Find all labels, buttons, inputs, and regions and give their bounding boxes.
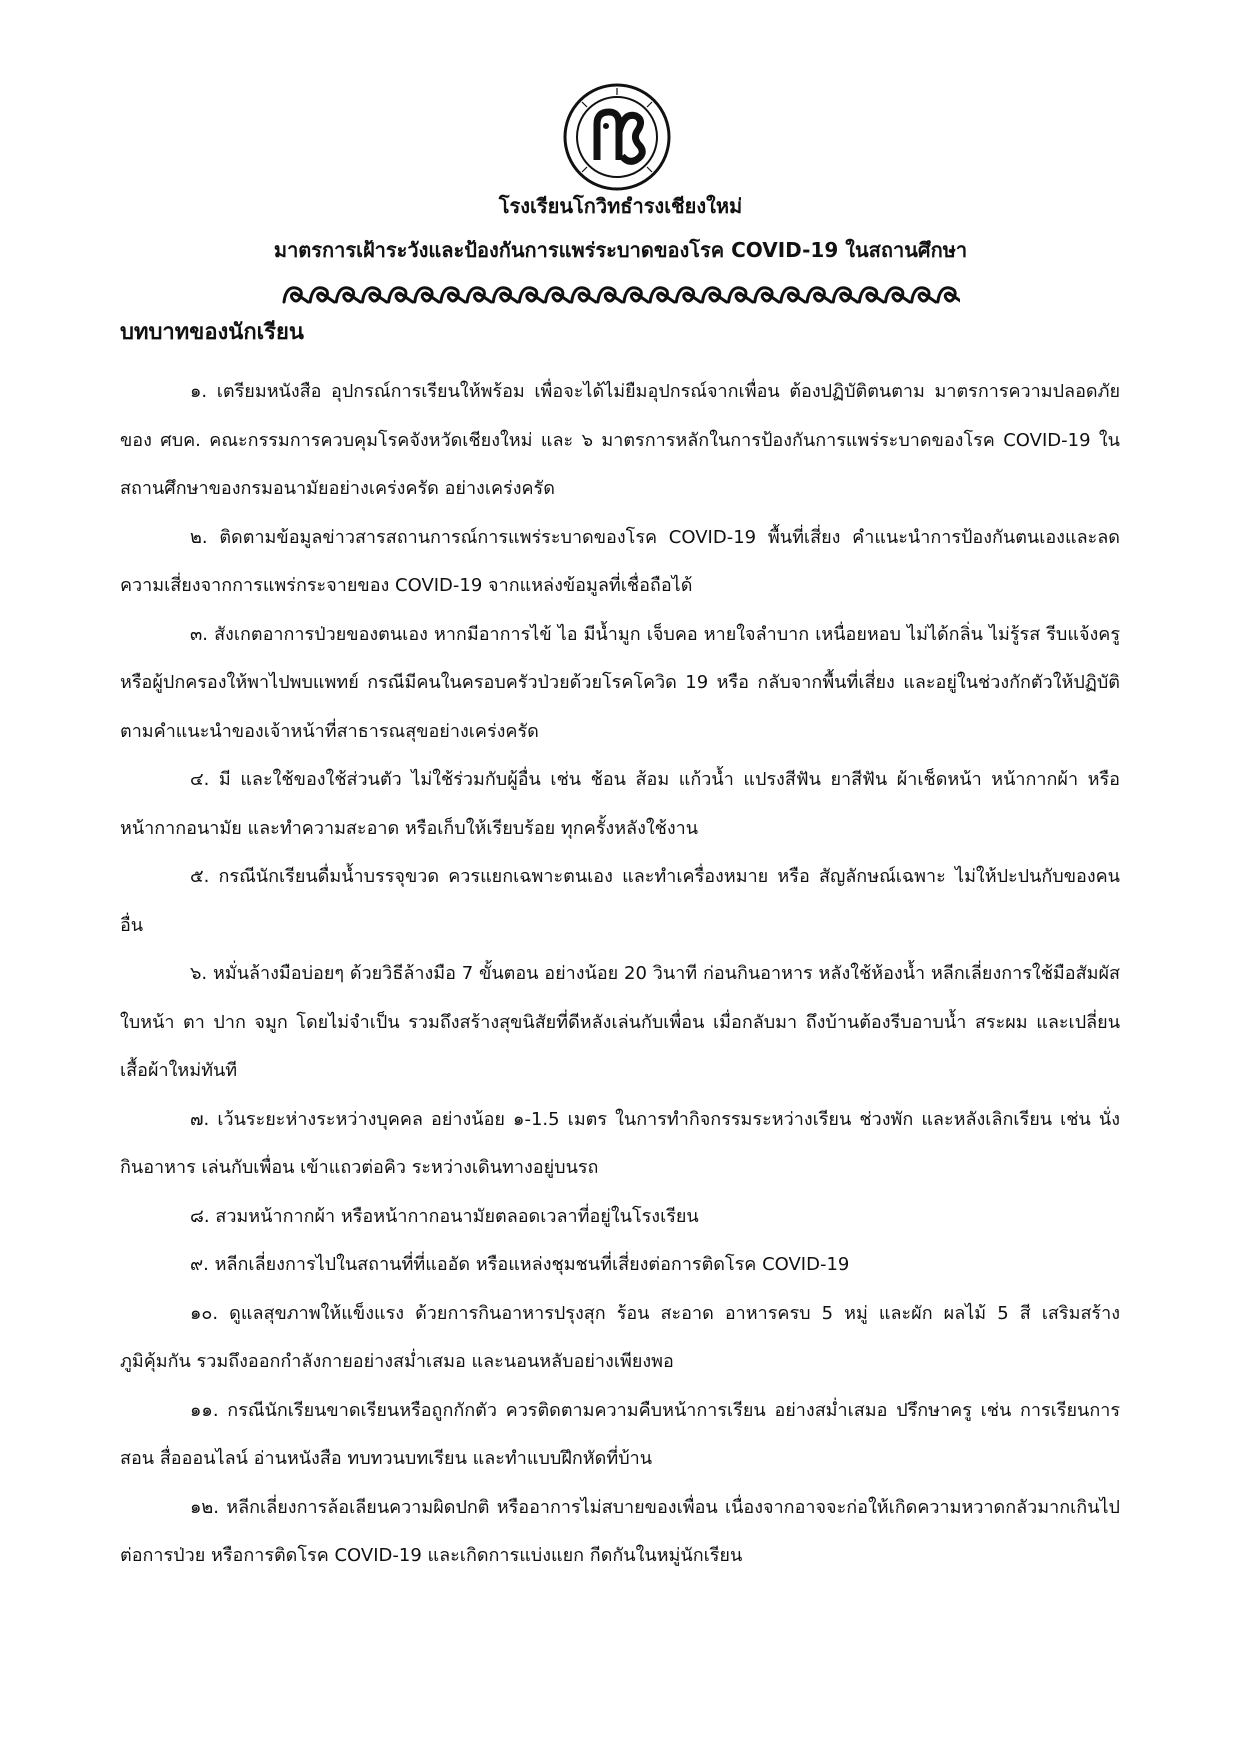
list-item: ๓. สังเกตอาการป่วยของตนเอง หากมีอาการไข้ ไอ มีน้ำมูก เจ็บคอ หายใจลำบาก เหนื่อยหอบ ไม่ได้กลิ่น ไม่รู้รส รีบแจ้งครู หรือผู้ปกครองให้พาไปพบแพทย์ กรณีมีคนในครอบครัวป่วยด้วยโรคโควิด 19 หรือ กลับจากพื้นที่เสี่ยง และอยู่ในช่วงกักตัวให้ปฏิบัติตามคำแนะนำของเจ้าหน้าที่สาธารณสุขอย่างเคร่งครัด	[120, 623, 1120, 742]
ornament-swirl	[598, 288, 622, 302]
list-item: ๑๐. ดูแลสุขภาพให้แข็งแรง ด้วยการกินอาหารปรุงสุก ร้อน สะอาด อาหารครบ 5 หมู่ และผัก ผลไม้ 5 สี เสริมสร้างภูมิคุ้มกัน รวมถึงออกกำลังกายอย่างสม่ำเสมอ และนอนหลับอย่างเพียงพอ	[120, 1302, 1120, 1372]
ornament-swirl	[886, 288, 910, 302]
ornament-swirl	[336, 288, 360, 302]
ornament-swirl	[807, 288, 831, 302]
thai-swirl-ornament-icon	[280, 280, 960, 310]
list-item: ๔. มี และใช้ของใช้ส่วนตัว ไม่ใช้ร่วมกับผู้อื่น เช่น ช้อน ส้อม แก้วน้ำ แปรงสีฟัน ยาสีฟัน ผ้าเช็ดหน้า หน้ากากผ้า หรือ หน้ากากอนามัย และทำความสะอาด หรือเก็บให้เรียบร้อย ทุกครั้งหลังใช้งาน	[120, 769, 1120, 839]
ornament-swirl	[702, 288, 726, 302]
ornament-swirl	[938, 288, 960, 302]
list-item: ๘. สวมหน้ากากผ้า หรือหน้ากากอนามัยตลอดเวลาที่อยู่ในโรงเรียน	[190, 1205, 699, 1227]
ornament-swirl	[362, 288, 386, 302]
list-item: ๕. กรณีนักเรียนดื่มน้ำบรรจุขวด ควรแยกเฉพาะตนเอง และทำเครื่องหมาย หรือ สัญลักษณ์เฉพาะ ไม่ให้ปะปนกับของคนอื่น	[120, 866, 1120, 936]
ornament-swirl	[833, 288, 857, 302]
ornament-swirl	[546, 288, 570, 302]
ornament-svg	[280, 280, 960, 310]
item-list	[120, 368, 1120, 1581]
list-item: ๗. เว้นระยะห่างระหว่างบุคคล อย่างน้อย ๑-1.5 เมตร ในการทำกิจกรรมระหว่างเรียน ช่วงพัก และหลังเลิกเรียน เช่น นั่งกินอาหาร เล่นกับเพื่อน เข้าแถวต่อคิว ระหว่างเดินทางอยู่บนรถ	[120, 1108, 1120, 1178]
ornament-swirl	[284, 288, 308, 302]
ornament-swirl	[755, 288, 779, 302]
ornament-swirl	[415, 288, 439, 302]
ornament-swirl	[781, 288, 805, 302]
ornament-swirl	[676, 288, 700, 302]
section-title: บทบาทของนักเรียน	[120, 320, 304, 345]
ornament-swirl	[624, 288, 648, 302]
ornament-swirl	[650, 288, 674, 302]
ornament-swirl	[467, 288, 491, 302]
list-item: ๙. หลีกเลี่ยงการไปในสถานที่ที่แออัด หรือแหล่งชุมชนที่เสี่ยงต่อการติดโรค COVID-19	[190, 1254, 850, 1275]
school-seal-graphic	[562, 82, 672, 192]
ornament-swirl	[859, 288, 883, 302]
list-item: ๑๑. กรณีนักเรียนขาดเรียนหรือถูกกักตัว ควรติดตามความคืบหน้าการเรียน อย่างสม่ำเสมอ ปรึกษาครู เช่น การเรียนการสอน สื่อออนไลน์ อ่านหนังสือ ทบทวนบทเรียน และทำแบบฝึกหัดที่บ้าน	[120, 1399, 1120, 1469]
ornament-swirl	[389, 288, 413, 302]
ornament-swirl	[912, 288, 936, 302]
ornament-swirl	[310, 288, 334, 302]
ornament-swirl	[729, 288, 753, 302]
ornament-swirl	[572, 288, 596, 302]
school-seal-icon	[562, 82, 672, 192]
list-item: ๒. ติดตามข้อมูลข่าวสารสถานการณ์การแพร่ระบาดของโรค COVID-19 พื้นที่เสี่ยง คำแนะนำการป้องกันตนเองและลดความเสี่ยงจากการแพร่กระจายของ COVID-19 จากแหล่งข้อมูลที่เชื่อถือได้	[120, 526, 1120, 596]
measures-title: มาตรการเฝ้าระวังและป้องกันการแพร่ระบาดของโรค COVID-19 ในสถานศึกษา	[273, 238, 968, 262]
ornament-swirl	[441, 288, 465, 302]
list-item: ๑๒. หลีกเลี่ยงการล้อเลียนความผิดปกติ หรืออาการไม่สบายของเพื่อน เนื่องจากอาจจะก่อให้เกิดความหวาดกลัวมากเกินไปต่อการป่วย หรือการติดโรค COVID-19 และเกิดการแบ่งแยก กีดกันในหมู่นักเรียน	[120, 1496, 1120, 1566]
ornament-swirl	[519, 288, 543, 302]
list-item: ๑. เตรียมหนังสือ อุปกรณ์การเรียนให้พร้อม เพื่อจะได้ไม่ยืมอุปกรณ์จากเพื่อน ต้องปฏิบัติตนตาม มาตรการความปลอดภัยของ ศบค. คณะกรรมการควบคุมโรคจังหวัดเชียงใหม่ และ ๖ มาตรการหลักในการป้องกันการแพร่ระบาดของโรค COVID-19 ในสถานศึกษาของกรมอนามัยอย่างเคร่งครัด อย่างเคร่งครัด	[120, 381, 1120, 499]
school-name: โรงเรียนโกวิทธำรงเชียงใหม่	[498, 194, 743, 218]
ornament-swirl	[493, 288, 517, 302]
list-item: ๖. หมั่นล้างมือบ่อยๆ ด้วยวิธีล้างมือ 7 ขั้นตอน อย่างน้อย 20 วินาที ก่อนกินอาหาร หลังใช้ห้องน้ำ หลีกเลี่ยงการใช้มือสัมผัสใบหน้า ตา ปาก จมูก โดยไม่จำเป็น รวมถึงสร้างสุขนิสัยที่ดีหลังเล่นกับเพื่อน เมื่อกลับมา ถึงบ้านต้องรีบอาบน้ำ สระผม และเปลี่ยนเสื้อผ้าใหม่ทันที	[120, 963, 1120, 1081]
